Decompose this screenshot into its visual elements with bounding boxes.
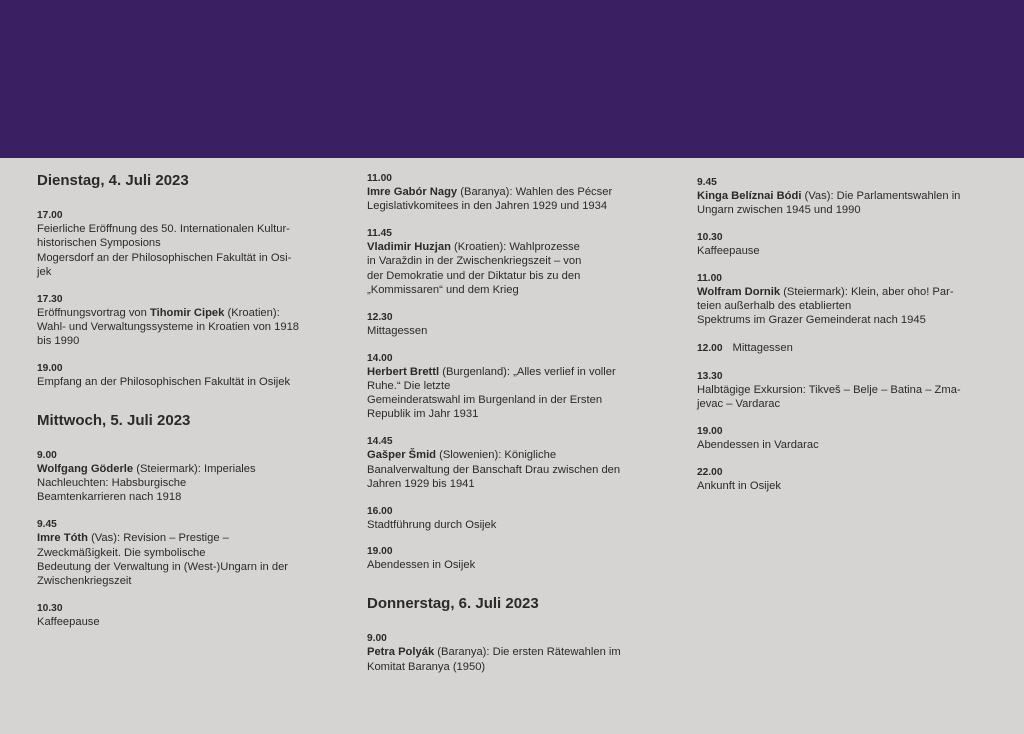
program-item [367, 352, 657, 422]
desc-line: Republik im Jahr 1931 [367, 408, 479, 421]
desc-line [367, 185, 657, 199]
speaker-name: Petra Polyák [367, 646, 435, 659]
desc-line: Mogersdorf an der Philosophischen Fakultät in Osi- [37, 251, 292, 264]
item-description [37, 306, 327, 349]
desc-line: Abendessen in Vardarac [697, 439, 819, 452]
desc-text: (Steiermark): Klein, aber oho! Par- [780, 285, 954, 298]
item-description [367, 558, 657, 572]
desc-line: Stadtführung durch Osijek [367, 518, 497, 531]
speaker-name: Gašper Šmid [367, 449, 437, 462]
program-item [367, 172, 657, 214]
item-description [367, 324, 657, 338]
item-description [697, 438, 987, 452]
item-description [37, 615, 327, 629]
item-description [697, 244, 987, 258]
desc-text: (Baranya): Wahlen des Pécser [457, 186, 613, 198]
item-description [367, 240, 657, 297]
program-item [367, 632, 657, 674]
desc-line: Wahl- und Verwaltungssysteme in Kroatien von 1918 [37, 320, 300, 333]
item-description [37, 375, 327, 389]
program-item [37, 293, 327, 349]
item-description [367, 365, 657, 422]
item-time: 9.45 [697, 177, 717, 188]
desc-line: Ankunft in Osijek [697, 479, 781, 492]
desc-line: Bedeutung der Verwaltung in (West-)Ungarn in der [37, 560, 289, 573]
desc-line: Empfang an der Philosophischen Fakultät in Osijek [37, 376, 291, 389]
desc-line [367, 365, 657, 379]
item-time: 10.30 [37, 602, 63, 614]
program-item [37, 602, 327, 629]
desc-line: Banalverwaltung der Banschaft Drau zwischen den [367, 463, 621, 476]
desc-line [37, 462, 327, 476]
header-band [0, 0, 1024, 158]
item-description [697, 341, 987, 356]
item-time: 19.00 [367, 546, 393, 558]
program-item [697, 176, 987, 218]
desc-text: (Vas): Die Parlamentswahlen in [801, 190, 961, 202]
desc-line: jek [37, 265, 52, 278]
desc-line: Kaffeepause [37, 615, 100, 628]
desc-line: der Demokratie und der Diktatur bis zu den [367, 269, 581, 282]
program-item [367, 435, 657, 491]
day-heading-thursday: Donnerstag, 6. Juli 2023 [367, 595, 539, 613]
program-item [697, 272, 987, 328]
desc-text: (Kroatien): [224, 306, 280, 319]
desc-line: Halbtägige Exkursion: Tikveš – Belje – Batina – Zma- [697, 384, 961, 397]
item-description [367, 185, 657, 214]
item-time: 22.00 [697, 466, 723, 478]
program-item [367, 311, 657, 338]
desc-line: Zwischenkriegszeit [37, 575, 132, 588]
item-time: 11.00 [367, 173, 392, 184]
desc-line: Feierliche Eröffnung des 50. Internationalen Kultur- [37, 223, 290, 235]
program-item [367, 227, 657, 297]
speaker-name: Kinga Belíznai Bódi [697, 190, 802, 202]
desc-line: Beamtenkarrieren nach 1918 [37, 491, 182, 504]
program-item [367, 505, 657, 532]
item-time: 12.00 [697, 343, 723, 355]
desc-text: (Steiermark): Imperiales [133, 462, 256, 475]
desc-line: historischen Symposions [37, 237, 161, 250]
desc-line: Legislativkomitees in den Jahren 1929 und 1934 [367, 200, 608, 213]
program-item [697, 425, 987, 452]
item-time: 9.00 [367, 633, 387, 645]
item-description [367, 448, 657, 491]
item-description [697, 285, 987, 328]
item-time: 13.30 [697, 371, 723, 383]
desc-line: Abendessen in Osijek [367, 559, 476, 572]
program-item [37, 209, 327, 279]
program-item [697, 466, 987, 493]
program-item [37, 518, 327, 588]
program-item [367, 545, 657, 572]
desc-line: Ruhe.“ Die letzte [367, 379, 451, 392]
item-time: 19.00 [37, 363, 63, 375]
day-heading-wednesday: Mittwoch, 5. Juli 2023 [37, 411, 191, 429]
desc-line: bis 1990 [37, 335, 80, 348]
desc-line [697, 285, 987, 299]
desc-line: Spektrums im Grazer Gemeinderat nach 1945 [697, 314, 926, 327]
item-time: 19.00 [697, 426, 723, 438]
item-description [367, 645, 657, 674]
item-description [37, 222, 327, 279]
desc-line: Mittagessen [732, 342, 793, 355]
desc-line [367, 448, 657, 462]
desc-line: Kaffeepause [697, 245, 760, 258]
desc-line: „Kommissaren“ und dem Krieg [367, 283, 519, 296]
item-time: 14.00 [367, 352, 393, 364]
speaker-name: Imre Gabór Nagy [367, 186, 458, 198]
desc-line [697, 189, 987, 203]
desc-text: (Baranya): Die ersten Rätewahlen im [434, 646, 621, 659]
program-column-1 [37, 172, 327, 643]
item-time: 17.30 [37, 293, 63, 305]
item-time: 11.00 [697, 272, 722, 284]
item-time: 17.00 [37, 210, 63, 221]
program-item [37, 449, 327, 505]
day-heading-tuesday: Dienstag, 4. Juli 2023 [37, 172, 189, 189]
item-description [37, 462, 327, 505]
desc-text: (Vas): Revision – Prestige – [87, 532, 229, 545]
speaker-name: Tihomir Cipek [149, 306, 225, 319]
desc-line [37, 306, 327, 320]
desc-line: Zweckmäßigkeit. Die symbolische [37, 546, 206, 559]
item-description [37, 531, 327, 588]
speaker-name: Wolfram Dornik [697, 285, 781, 298]
speaker-name: Herbert Brettl [367, 365, 440, 378]
desc-text: Eröffnungsvortrag von [37, 306, 150, 319]
item-time: 9.45 [37, 519, 57, 531]
desc-line: Komitat Baranya (1950) [367, 660, 486, 673]
program-item [697, 231, 987, 258]
item-description [367, 518, 657, 532]
item-description [697, 189, 987, 218]
item-time: 11.45 [367, 228, 392, 240]
desc-line [367, 645, 657, 659]
item-time: 12.30 [367, 311, 393, 323]
desc-line: Gemeinderatswahl im Burgenland in der Ersten [367, 394, 603, 407]
program-column-3 [697, 176, 987, 507]
desc-text: (Burgenland): „Alles verlief in voller [439, 365, 616, 378]
speaker-name: Imre Tóth [37, 532, 88, 545]
desc-line: jevac – Vardarac [697, 398, 781, 411]
desc-line: in Varaždin in der Zwischenkriegszeit – von [367, 255, 582, 268]
desc-text: (Kroatien): Wahlprozesse [450, 241, 580, 254]
item-time: 16.00 [367, 505, 393, 517]
program-item [697, 370, 987, 412]
desc-line: Mittagessen [367, 324, 428, 337]
desc-text: (Slowenien): Königliche [436, 449, 557, 462]
speaker-name: Vladimir Huzjan [367, 241, 451, 254]
item-time: 9.00 [37, 449, 57, 461]
item-time: 10.30 [697, 232, 723, 244]
desc-line: teien außerhalb des etablierten [697, 300, 852, 313]
item-time: 14.45 [367, 436, 393, 448]
desc-line [367, 240, 657, 254]
item-description [697, 479, 987, 493]
desc-line: Jahren 1929 bis 1941 [367, 477, 475, 490]
program-item [37, 362, 327, 389]
item-description [697, 383, 987, 412]
speaker-name: Wolfgang Göderle [37, 462, 134, 475]
program-item [697, 341, 987, 356]
desc-line [37, 531, 327, 545]
program-column-2 [367, 172, 657, 687]
desc-line: Nachleuchten: Habsburgische [37, 477, 187, 490]
desc-line: Ungarn zwischen 1945 und 1990 [697, 204, 861, 217]
